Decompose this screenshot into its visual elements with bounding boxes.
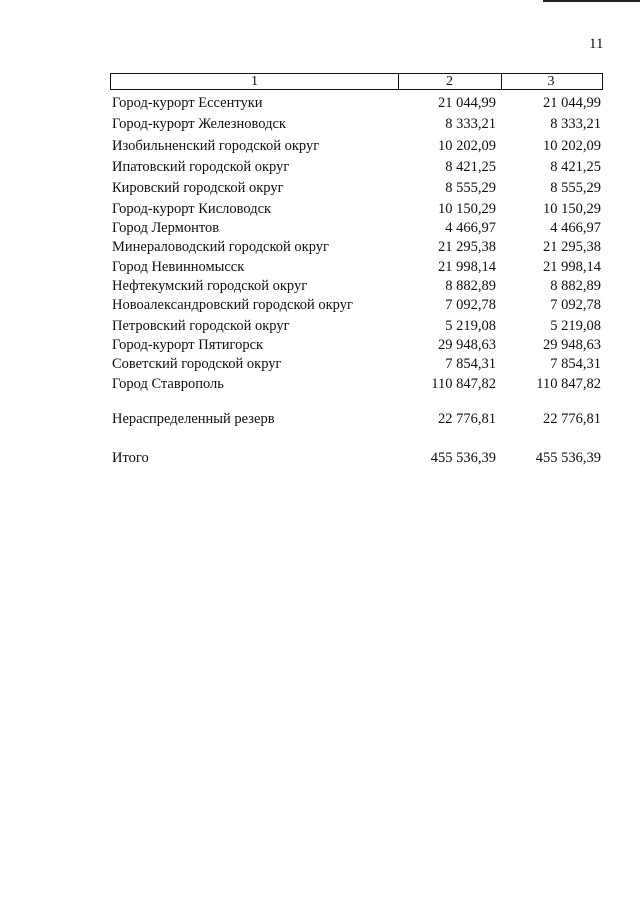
row-value-col2: 8 421,25 — [445, 159, 496, 175]
row-value-col3: 455 536,39 — [535, 450, 601, 466]
row-value-col3: 10 150,29 — [543, 201, 601, 217]
table-row — [110, 354, 603, 374]
table-row — [110, 257, 603, 277]
row-name-cell: Город Невинномысск — [112, 259, 245, 275]
table-row — [110, 136, 603, 156]
row-name-cell: Итого — [112, 450, 149, 466]
table-row — [110, 276, 603, 296]
row-name-cell: Город Ставрополь — [112, 376, 224, 392]
table-row — [110, 218, 603, 238]
row-name-cell: Кировский городской округ — [112, 180, 284, 196]
row-name-cell: Ипатовский городской округ — [112, 159, 290, 175]
table-header-row — [110, 73, 603, 90]
row-value-col3: 29 948,63 — [543, 337, 601, 353]
row-value-col3: 110 847,82 — [536, 376, 601, 392]
row-value-col3: 4 466,97 — [550, 220, 601, 236]
row-value-col2: 10 150,29 — [438, 201, 496, 217]
row-value-col2: 455 536,39 — [430, 450, 496, 466]
row-value-col2: 8 882,89 — [445, 278, 496, 294]
row-value-col2: 7 092,78 — [445, 297, 496, 313]
row-name-cell: Нефтекумский городской округ — [112, 278, 308, 294]
table-row — [110, 199, 603, 219]
header-cell-1: 1 — [111, 74, 399, 89]
row-name-cell: Город-курорт Железноводск — [112, 116, 286, 132]
header-cell-2: 2 — [398, 74, 502, 89]
row-name-cell: Советский городской округ — [112, 356, 282, 372]
reserve-row — [110, 409, 603, 429]
header-cell-3: 3 — [547, 74, 555, 89]
row-value-col2: 110 847,82 — [431, 376, 496, 392]
row-value-col2: 29 948,63 — [438, 337, 496, 353]
row-value-col2: 5 219,08 — [445, 318, 496, 334]
row-name-cell: Изобильненский городской округ — [112, 138, 320, 154]
row-value-col3: 8 421,25 — [550, 159, 601, 175]
table-row — [110, 178, 603, 198]
row-value-col3: 10 202,09 — [543, 138, 601, 154]
table-row — [110, 316, 603, 336]
row-value-col3: 7 092,78 — [550, 297, 601, 313]
table-row — [110, 93, 603, 113]
row-value-col3: 21 044,99 — [543, 95, 601, 111]
row-value-col2: 22 776,81 — [438, 411, 496, 427]
row-name-cell: Город Лермонтов — [112, 220, 220, 236]
row-value-col3: 21 295,38 — [543, 239, 601, 255]
table-row — [110, 374, 603, 394]
row-value-col2: 8 333,21 — [445, 116, 496, 132]
row-value-col3: 8 882,89 — [550, 278, 601, 294]
row-value-col2: 21 044,99 — [438, 95, 496, 111]
row-value-col2: 8 555,29 — [445, 180, 496, 196]
table-row — [110, 157, 603, 177]
table-row — [110, 295, 603, 315]
row-name-cell: Город-курорт Кисловодск — [112, 201, 272, 217]
row-name-cell: Нераспределенный резерв — [112, 411, 275, 427]
row-name-cell: Город-курорт Ессентуки — [112, 95, 263, 111]
row-value-col3: 22 776,81 — [543, 411, 601, 427]
row-value-col2: 21 295,38 — [438, 239, 496, 255]
row-name-cell: Петровский городской округ — [112, 318, 290, 334]
row-value-col2: 21 998,14 — [438, 259, 496, 275]
row-value-col2: 4 466,97 — [445, 220, 496, 236]
top-edge-rule — [543, 0, 640, 2]
table-row — [110, 335, 603, 355]
row-name-cell: Новоалександровский городской округ — [112, 297, 353, 313]
row-name-cell: Минераловодский городской округ — [112, 239, 329, 255]
row-value-col2: 7 854,31 — [445, 356, 496, 372]
total-row — [110, 448, 603, 468]
page-number: 11 — [589, 36, 604, 52]
table-row — [110, 114, 603, 134]
row-value-col3: 8 555,29 — [550, 180, 601, 196]
row-value-col3: 8 333,21 — [550, 116, 601, 132]
row-value-col2: 10 202,09 — [438, 138, 496, 154]
row-value-col3: 21 998,14 — [543, 259, 601, 275]
row-value-col3: 7 854,31 — [550, 356, 601, 372]
row-name-cell: Город-курорт Пятигорск — [112, 337, 264, 353]
table-row — [110, 237, 603, 257]
row-value-col3: 5 219,08 — [550, 318, 601, 334]
